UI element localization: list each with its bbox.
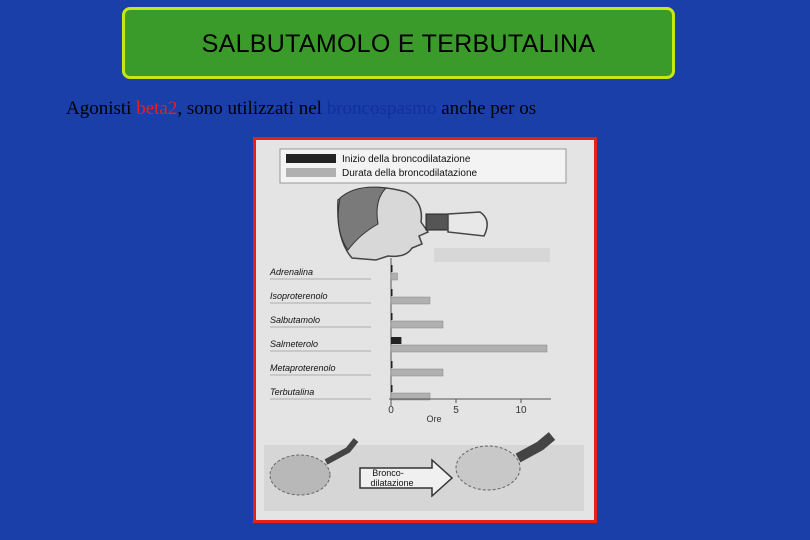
x-axis-label: Ore — [426, 414, 442, 424]
category-label: Isoproterenolo — [270, 291, 328, 301]
bar-duration — [391, 297, 430, 304]
subtitle-beta2: beta2 — [136, 98, 178, 119]
subtitle-broncospasmo: broncospasmo — [326, 98, 437, 119]
title-box — [122, 7, 675, 79]
slide-title: SALBUTAMOLO E TERBUTALINA — [201, 30, 596, 58]
legend-label-onset: Inizio della broncodilatazione — [342, 154, 471, 165]
subtitle-part: Agonisti — [66, 98, 137, 119]
bar-duration — [391, 369, 443, 376]
hand-icon — [448, 212, 487, 236]
dilated-alveoli-icon — [456, 446, 520, 490]
arrow-label-line2: dilatazione — [370, 478, 414, 488]
arrow-label-line1: Bronco- — [372, 468, 404, 478]
legend-swatch-duration — [286, 168, 336, 177]
bar-onset — [391, 385, 393, 392]
bronchodilation-chart — [256, 140, 594, 520]
category-label: Terbutalina — [270, 387, 315, 397]
category-label: Salmeterolo — [270, 339, 319, 349]
x-tick-label: 10 — [515, 405, 527, 416]
bar-onset — [391, 289, 393, 296]
figure-panel — [253, 137, 597, 523]
legend-label-duration: Durata della broncodilatazione — [342, 168, 478, 179]
category-label: Salbutamolo — [270, 315, 321, 325]
lungs-illustration — [264, 436, 584, 511]
x-tick-label: 0 — [388, 405, 394, 416]
constricted-alveoli-icon — [270, 455, 330, 495]
category-label: Adrenalina — [270, 267, 314, 277]
patient-inhaler-illustration — [338, 187, 550, 262]
x-tick-label: 5 — [453, 405, 459, 416]
inhaler-icon — [426, 214, 448, 230]
subtitle-part: anche per os — [436, 98, 537, 119]
bar-duration — [391, 273, 398, 280]
bar-onset — [391, 337, 401, 344]
bars-group — [269, 258, 547, 406]
bar-duration — [391, 321, 443, 328]
legend-swatch-onset — [286, 154, 336, 163]
bar-onset — [391, 361, 393, 368]
subtitle-part: , sono utilizzati nel — [177, 98, 327, 119]
bar-onset — [391, 313, 393, 320]
slide-subtitle — [66, 98, 536, 120]
bar-onset — [391, 265, 393, 272]
bar-duration — [391, 345, 547, 352]
category-label: Metaproterenolo — [270, 363, 336, 373]
